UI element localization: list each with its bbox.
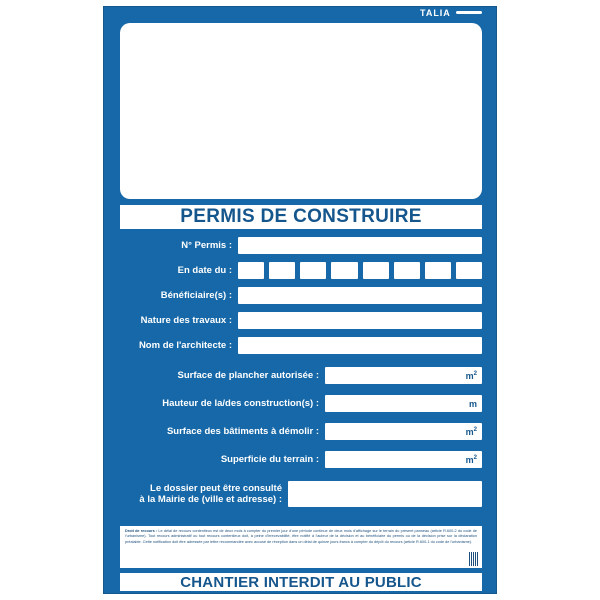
label-floor-area: Surface de plancher autorisée : bbox=[177, 370, 319, 381]
form-row-land-area bbox=[120, 449, 482, 470]
legal-notice bbox=[120, 526, 482, 568]
form-row-works-nature bbox=[120, 310, 482, 331]
label-works-nature: Nature des travaux : bbox=[140, 315, 232, 326]
permit-form bbox=[120, 235, 482, 525]
unit-height: m bbox=[468, 398, 477, 409]
form-row-floor-area bbox=[120, 365, 482, 386]
label-consultation bbox=[120, 483, 288, 505]
input-land-area[interactable] bbox=[325, 451, 482, 468]
form-row-demolition-area bbox=[120, 421, 482, 442]
label-consultation-line2: à la Mairie de (ville et adresse) : bbox=[139, 494, 282, 505]
label-land-area: Superficie du terrain : bbox=[220, 454, 319, 465]
input-floor-area[interactable] bbox=[325, 367, 482, 384]
footer-text: CHANTIER INTERDIT AU PUBLIC bbox=[180, 573, 422, 591]
brand-logo bbox=[420, 8, 482, 19]
brand-strip bbox=[104, 7, 496, 21]
legal-text bbox=[125, 529, 477, 545]
legal-lead: Droit de recours : bbox=[125, 529, 158, 533]
sign-title-band bbox=[120, 205, 482, 229]
label-permit-number: N° Permis : bbox=[181, 240, 232, 251]
date-box-2[interactable] bbox=[269, 262, 295, 279]
brand-name: TALIA bbox=[419, 8, 451, 18]
form-row-architect bbox=[120, 335, 482, 356]
date-box-7[interactable] bbox=[425, 262, 451, 279]
label-consultation-line1: Le dossier peut être consulté bbox=[150, 483, 282, 494]
form-row-permit-number bbox=[120, 235, 482, 256]
input-date-boxes[interactable] bbox=[238, 262, 482, 279]
label-beneficiary: Bénéficiaire(s) : bbox=[160, 290, 232, 301]
input-height[interactable] bbox=[325, 395, 482, 412]
date-box-6[interactable] bbox=[394, 262, 420, 279]
date-box-4[interactable] bbox=[331, 262, 357, 279]
form-row-consultation bbox=[120, 479, 482, 509]
page-title: PERMIS DE CONSTRUIRE bbox=[180, 206, 422, 227]
permit-sign-panel bbox=[103, 6, 497, 594]
input-beneficiary[interactable] bbox=[238, 287, 482, 304]
label-architect: Nom de l'architecte : bbox=[138, 340, 232, 351]
unit-floor-area: $m^2$ bbox=[465, 370, 477, 381]
barcode-icon bbox=[469, 552, 479, 566]
unit-demolition-area: $m^2$ bbox=[465, 426, 477, 437]
input-consultation[interactable] bbox=[288, 481, 482, 507]
label-date: En date du : bbox=[177, 265, 232, 276]
label-demolition-area: Surface des bâtiments à démolir : bbox=[166, 426, 319, 437]
unit-land-area: $m^2$ bbox=[465, 454, 477, 465]
form-row-date bbox=[120, 260, 482, 281]
form-row-beneficiary bbox=[120, 285, 482, 306]
date-box-1[interactable] bbox=[238, 262, 264, 279]
sign-footer-band bbox=[120, 573, 482, 591]
input-demolition-area[interactable] bbox=[325, 423, 482, 440]
input-permit-number[interactable] bbox=[238, 237, 482, 254]
date-box-8[interactable] bbox=[456, 262, 482, 279]
input-works-nature[interactable] bbox=[238, 312, 482, 329]
legal-body: Le délai de recours contentieux est de deux mois à compter du premier jour d'une période continue de deux mois d'affichage sur le terrain du présent panneau (article R.600-2 du code de l'urbanisme). Tout recours administratif ou tout recours contentieux doit, à peine d'irrecevabilité, être notifié à l'auteur de la décision et au bénéficiaire du permis ou de la décision prise sur la déclaration préalable. Cette notification doit être adressée par lettre recommandée avec accusé de réception dans un délai de quinze jours francs à compter du dépôt du recours (article R.600-1 du code de l'urbanisme). bbox=[125, 529, 477, 544]
swoosh-icon bbox=[456, 11, 482, 14]
input-architect[interactable] bbox=[238, 337, 482, 354]
photo-placeholder bbox=[120, 23, 482, 199]
form-row-height bbox=[120, 393, 482, 414]
date-box-3[interactable] bbox=[300, 262, 326, 279]
date-box-5[interactable] bbox=[363, 262, 389, 279]
label-height: Hauteur de la/des construction(s) : bbox=[162, 398, 319, 409]
